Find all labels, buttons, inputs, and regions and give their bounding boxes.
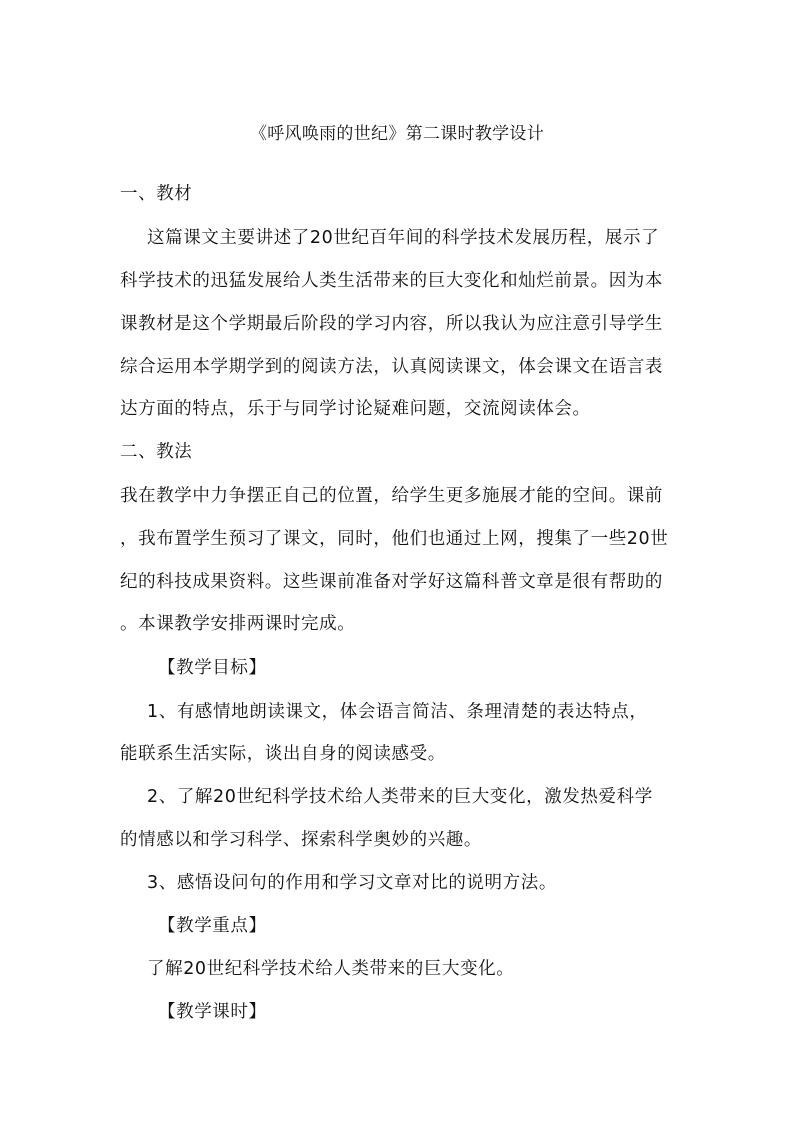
paragraph-line: 我在教学中力争摆正自己的位置，给学生更多施展才能的空间。课前 [120,486,663,506]
paragraph-line: ，我布置学生预习了课文，同时，他们也通过上网，搜集了一些20世 [120,529,669,549]
document-title: 《呼风唤雨的世纪》第二课时教学设计 [249,124,545,144]
paragraph-line: 。本课教学安排两课时完成。 [120,614,356,634]
paragraph-line: 科学技术的迅猛发展给人类生活带来的巨大变化和灿烂前景。因为本 [120,271,663,291]
goal-line: 能联系生活实际，谈出自身的阅读感受。 [120,744,446,764]
subheading-hours: 【教学课时】 [158,1002,267,1022]
paragraph-line: 课教材是这个学期最后阶段的学习内容，所以我认为应注意引导学生 [120,314,663,334]
paragraph-line: 纪的科技成果资料。这些课前准备对学好这篇科普文章是很有帮助的 [120,572,663,592]
paragraph-line: 这篇课文主要讲述了20世纪百年间的科学技术发展历程，展示了 [147,228,660,248]
paragraph-line: 达方面的特点，乐于与同学讨论疑难问题，交流阅读体会。 [120,399,591,419]
section-heading-textbook: 一、教材 [120,184,193,204]
section-heading-method: 二、教法 [120,442,193,462]
subheading-goals: 【教学目标】 [158,658,267,678]
paragraph-line: 综合运用本学期学到的阅读方法，认真阅读课文，体会课文在语言表 [120,357,663,377]
key-point-line: 了解20世纪科学技术给人类带来的巨大变化。 [147,959,515,979]
goal-line: 1、有感情地朗读课文，体会语言简洁、条理清楚的表达特点， [147,702,648,722]
goal-line: 2、了解20世纪科学技术给人类带来的巨大变化，激发热爱科学 [147,787,653,807]
goal-line: 3、感悟设问句的作用和学习文章对比的说明方法。 [147,873,557,893]
goal-line: 的情感以和学习科学、探索科学奥妙的兴趣。 [120,830,482,850]
subheading-key-points: 【教学重点】 [158,916,267,936]
